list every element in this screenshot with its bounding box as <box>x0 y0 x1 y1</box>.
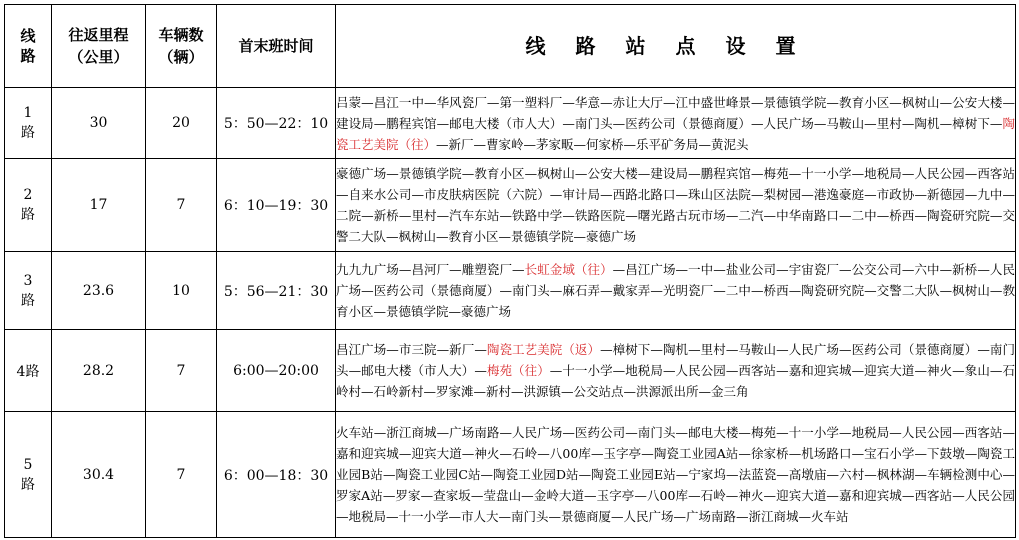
header-distance: 往返里程（公里） <box>52 5 146 88</box>
route-vehicles: 7 <box>146 159 217 252</box>
route-stops <box>336 252 1016 330</box>
header-vehicles: 车辆数（辆） <box>146 5 217 88</box>
highlighted-stop: 陶瓷工艺美院（返） <box>486 342 601 357</box>
stop-segment: —十一小学—地税局—人民公园—西客站—嘉和迎宾城—迎宾大道—神火—象山—石岭村—石岭新村—罗家滩—新村—洪源镇—公交站点—洪源派出所—金三角 <box>336 363 1015 399</box>
route-distance: 23.6 <box>52 252 146 330</box>
route-vehicles: 7 <box>146 330 217 412</box>
route-row <box>5 252 1016 330</box>
highlighted-stop: 梅苑（往） <box>486 363 550 378</box>
route-stops <box>336 412 1016 538</box>
stop-segment: 豪德广场—景德镇学院—教育小区—枫树山—公安大楼—建设局—鹏程宾馆—梅苑—十一小学—地税局—人民公园—西客站—自来水公司—市皮肤病医院（六院）—审计局—西路北路口—珠山区法院—梨树园—港逸豪庭—市政协—新德园—九中—二院—新桥—里村—汽车东站—铁路中学—铁路医院—曙光路古玩市场—二汽—中华南路口—二中—桥西—陶瓷研究院—交警二大队—枫树山—教育小区—景德镇学院—豪德广场 <box>336 166 1015 244</box>
route-distance: 28.2 <box>52 330 146 412</box>
route-schedule: 6：10—19：30 <box>217 159 336 252</box>
stop-segment: 九九九广场—昌河厂—雕塑瓷厂— <box>336 262 525 277</box>
route-schedule: 6:00—20:00 <box>217 330 336 412</box>
stop-segment: —昌江广场—一中—盐业公司—宇宙瓷厂—公交公司—六中—新桥—人民广场—医药公司（景德商厦）—南门头—麻石弄—戴家弄—光明瓷厂—二中—桥西—陶瓷研究院—交警二大队—枫树山—教育小区—景德镇学院—豪德广场 <box>336 262 1015 319</box>
route-stops <box>336 330 1016 412</box>
header-row <box>5 5 1016 88</box>
stop-segment: 吕蒙—昌江一中—华风瓷厂—第一塑料厂—华意—赤让大厅—江中盛世峰景—景德镇学院—教育小区—枫树山—公安大楼—建设局—鹏程宾馆—邮电大楼（市人大）—南门头—医药公司（景德商厦）—人民广场—马鞍山—里村—陶机—樟树下— <box>336 94 1015 131</box>
route-row <box>5 88 1016 159</box>
stop-segment: —新厂—曹家岭—茅家畈—何家桥—乐平矿务局—黄泥头 <box>436 136 749 152</box>
route-stops <box>336 88 1016 159</box>
header-schedule: 首末班时间 <box>217 5 336 88</box>
stop-segment: 昌江广场—市三院—新厂— <box>336 342 487 357</box>
stop-segment: 火车站—浙江商城—广场南路—人民广场—医药公司—南门头—邮电大楼—梅苑—十一小学—地税局—人民公园—西客站—嘉和迎宾城—迎宾大道—神火—石岭—八00库—玉字亭—陶瓷工业园A站—徐家桥—机场路口—宝石小学—下鼓墩—陶瓷工业园B站—陶瓷工业园C站—陶瓷工业园D站—陶瓷工业园E站—宁家坞—法蓝瓷—高墩庙—六村—枫林湖—车辆检测中心—罗家A站—罗家—查家坂—莹盘山—金岭大道—玉字亭—八00库—石岭—神火—迎宾大道—嘉和迎宾城—西客站—人民公园—地税局—十一小学—市人大—南门头—景德商厦—人民广场—广场南路—浙江商城—火车站 <box>336 425 1015 524</box>
route-distance: 30 <box>52 88 146 159</box>
highlighted-stop: 长虹金域（往） <box>524 262 613 277</box>
route-distance: 30.4 <box>52 412 146 538</box>
route-row <box>5 330 1016 412</box>
header-stations: 线路站点设置 <box>336 5 1016 88</box>
highlighted-stop: 陶瓷工艺美院（往） <box>336 115 1015 152</box>
header-line: 线路 <box>5 5 52 88</box>
stop-segment: —樟树下—陶机—里村—马鞍山—人民广场—医药公司（景德商厦）—南门头—邮电大楼（市人大）— <box>336 342 1015 378</box>
route-line: 2路 <box>5 159 52 252</box>
route-vehicles: 20 <box>146 88 217 159</box>
route-row <box>5 159 1016 252</box>
route-line: 5路 <box>5 412 52 538</box>
route-stops <box>336 159 1016 252</box>
route-vehicles: 7 <box>146 412 217 538</box>
route-line: 1路 <box>5 88 52 159</box>
route-schedule: 5：50—22：10 <box>217 88 336 159</box>
route-row <box>5 412 1016 538</box>
bus-route-table <box>4 4 1016 538</box>
route-schedule: 5：56—21：30 <box>217 252 336 330</box>
route-line: 4路 <box>5 330 52 412</box>
route-line: 3路 <box>5 252 52 330</box>
route-schedule: 6：00—18：30 <box>217 412 336 538</box>
route-vehicles: 10 <box>146 252 217 330</box>
route-distance: 17 <box>52 159 146 252</box>
